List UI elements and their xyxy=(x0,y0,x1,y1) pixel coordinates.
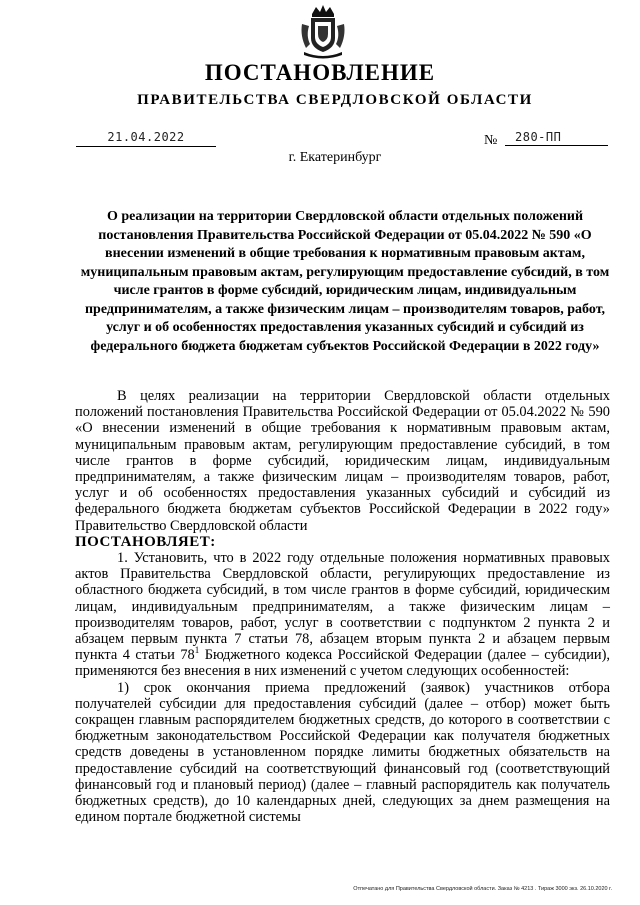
intro-paragraph: В целях реализации на территории Свердловской области отдельных положений постановления Правительства Российской Федерации от 05.04.2022 № 590 «О внесении изменений в общие требования к нормативным правовым актам, муниципальным правовым актам, регулирующим предоставление субсидий, в том числе грантов в форме субсидий, юридическим лицам, индивидуальным предпринимателям, а также физическим лицам – производителям товаров, работ, услуг и об особенностях предоставления указанных субсидий и субсидий из федерального бюджета бюджетам субъектов Российской Федерации в 2022 году» Правительство Свердловской области xyxy=(75,388,610,534)
document-body xyxy=(75,388,610,825)
document-number: 280-ПП xyxy=(505,130,608,146)
document-type-title: ПОСТАНОВЛЕНИЕ xyxy=(204,60,436,85)
decree-word: ПОСТАНОВЛЯЕТ: xyxy=(75,533,216,550)
item-1-paragraph xyxy=(75,550,610,680)
print-footer: Отпечатано для Правительства Свердловской области. Заказ № 4213 . Тираж 3000 экз. 26.10.2020 г. xyxy=(353,886,612,892)
document-heading: О реализации на территории Свердловской области отдельных положений постановления Правительства Российской Федерации от 05.04.2022 № 590 «О внесении изменений в общие требования к нормативным правовым актам, муниципальным правовым актам, регулирующим предоставление субсидий, в том числе грантов в форме субсидий, юридическим лицам, индивидуальным предпринимателям, а также физическим лицам – производителям товаров, работ, услуг и об особенностях предоставления указанных субсидий и субсидий из федерального бюджета бюджетам субъектов Российской Федерации в 2022 году» xyxy=(80,209,610,354)
item-1-text-b: Бюджетного кодекса Российской Федерации (далее – субсидии), применяются без внесения в них изменений с учетом следующих особенностей: xyxy=(75,647,610,680)
document-date: 21.04.2022 xyxy=(76,130,216,147)
item-1-superscript: 1 xyxy=(194,645,200,656)
item-1-text-a: 1. Установить, что в 2022 году отдельные положения нормативных правовых актов Правительства Свердловской области, регулирующих предоставление из областного бюджета субсидий, в том числе грантов в форме субсидий, юридическим лицам, индивидуальным предпринимателям, а также физическим лицам – производителям товаров, работ, услуг в соответствии с подпунктом 2 пункта 2 и абзацем первым пункта 7 статьи 78, абзацем вторым пункта 2 и абзацем первым пункта 4 статьи 78 xyxy=(75,550,610,664)
document-city: г. Екатеринбург xyxy=(288,150,382,165)
number-sign: № xyxy=(484,133,498,148)
item-1-1-paragraph: 1) срок окончания приема предложений (заявок) участников отбора получателей субсидии для предоставления субсидий (далее – отбор) может быть сокращен главным распорядителем бюджетных средств, до которого в соответствии с бюджетным законодательством Российской Федерации как получателя бюджетных средств доведены в установленном порядке лимиты бюджетных обязательств на предоставление субсидий на соответствующий финансовый год (соответствующий финансовый год и плановый период) (далее – главный распорядитель как получатель бюджетных средств), до 10 календарных дней, следующих за днем размещения на едином портале бюджетной системы xyxy=(75,679,610,826)
coat-of-arms-icon xyxy=(298,4,348,60)
issuing-authority: ПРАВИТЕЛЬСТВА СВЕРДЛОВСКОЙ ОБЛАСТИ xyxy=(137,92,533,108)
